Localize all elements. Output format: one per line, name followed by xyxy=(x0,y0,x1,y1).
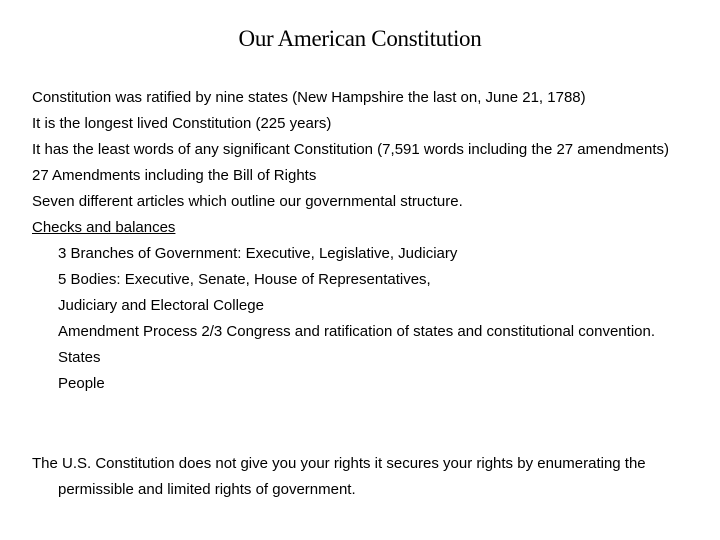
sub-bullet-branches: 3 Branches of Government: Executive, Legislative, Judiciary xyxy=(58,245,458,262)
sub-bullet-bodies: 5 Bodies: Executive, Senate, House of Representatives, xyxy=(58,271,431,288)
slide-title: Our American Constitution xyxy=(238,26,482,51)
sub-bullet-judiciary-electoral: Judiciary and Electoral College xyxy=(58,297,264,314)
bullet-ratification: Constitution was ratified by nine states (New Hampshire the last on, June 21, 1788) xyxy=(32,89,586,106)
bullet-articles: Seven different articles which outline our governmental structure. xyxy=(32,193,463,210)
bullet-amendments: 27 Amendments including the Bill of Rights xyxy=(32,167,317,184)
sub-bullet-states: States xyxy=(58,349,101,366)
bullet-checks-and-balances: Checks and balances xyxy=(32,219,176,236)
slide-body xyxy=(32,85,682,503)
sub-bullet-amendment-process: Amendment Process 2/3 Congress and ratification of states and constitutional convention. xyxy=(58,323,656,340)
footer-statement: The U.S. Constitution does not give you your rights it secures your rights by enumerating the permissible and limited rights of government. xyxy=(32,455,646,498)
bullet-longest-lived: It is the longest lived Constitution (225 years) xyxy=(32,115,332,132)
spacer xyxy=(32,397,682,451)
sub-bullet-people: People xyxy=(58,375,105,392)
bullet-least-words: It has the least words of any significant Constitution (7,591 words including the 27 amendments) xyxy=(32,141,670,158)
